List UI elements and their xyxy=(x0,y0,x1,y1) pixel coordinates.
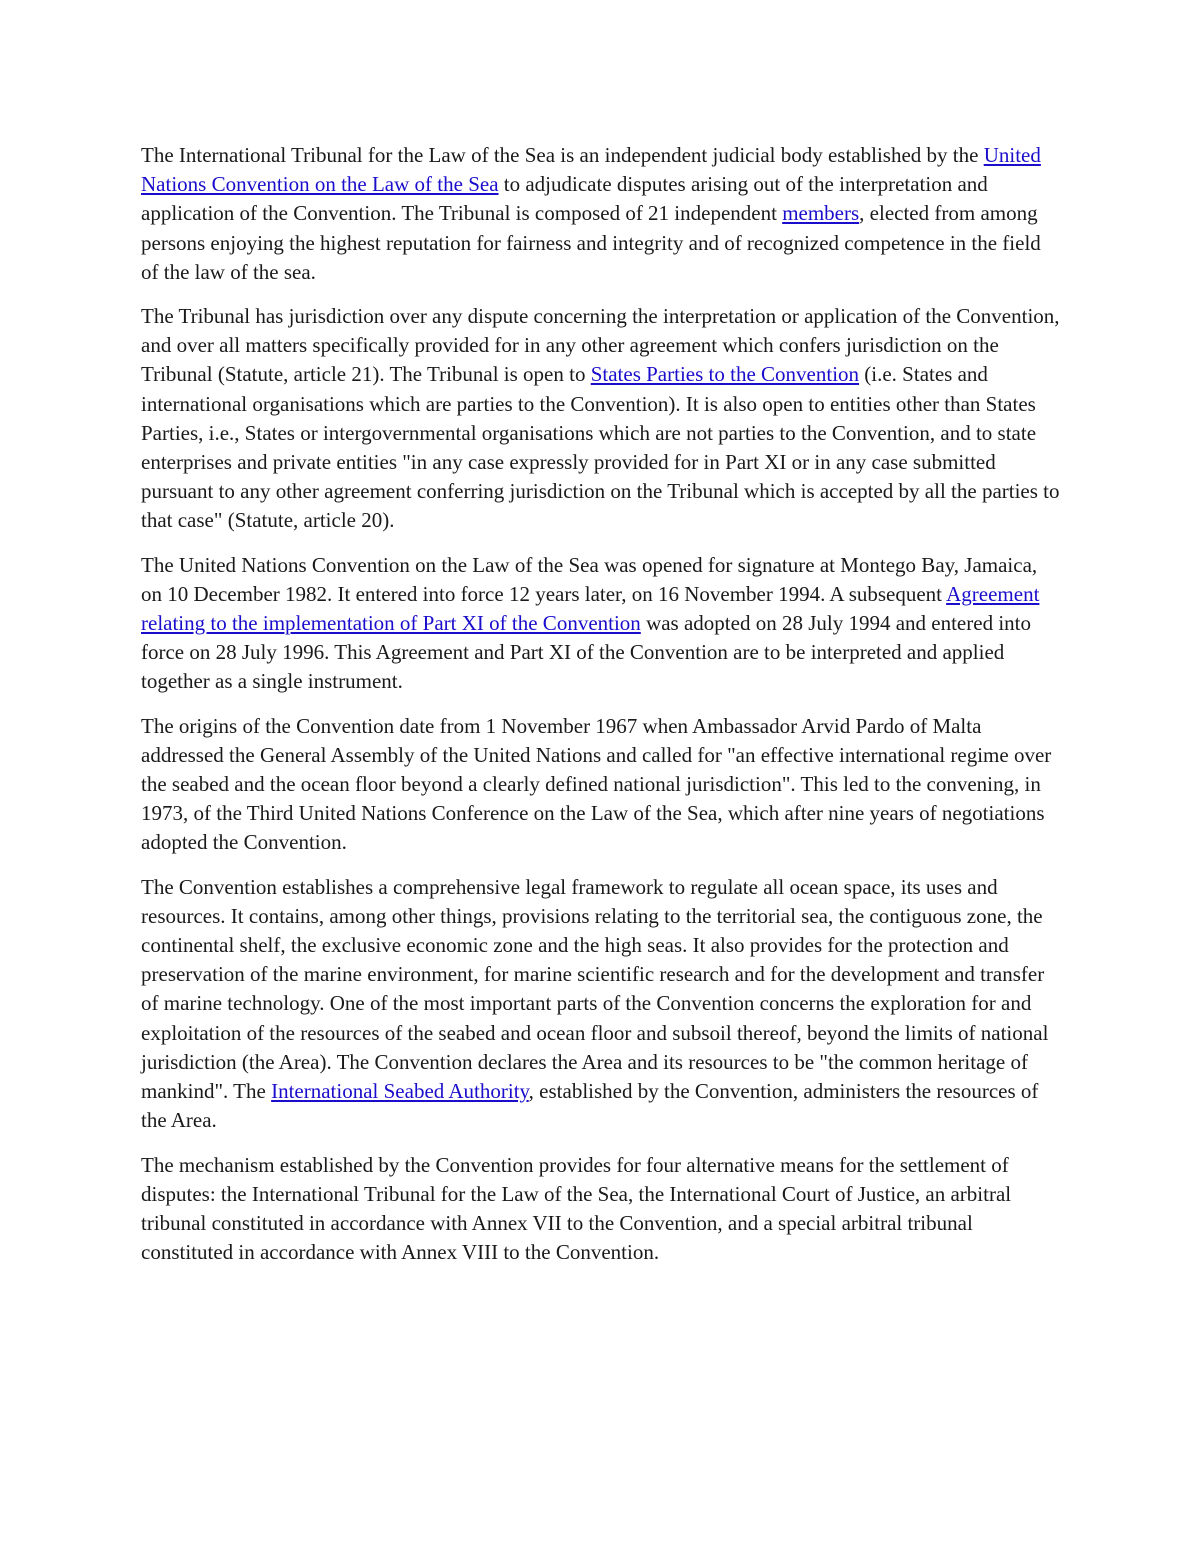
text-segment: was adopted on 28 July 1994 and entered into force on 28 July 1996. This Agreement and Part XI of the Convention are to be interpreted and applied together as a single instrument. xyxy=(141,611,1031,694)
text-segment: The United Nations Convention on the Law of the Sea was opened for signature at Montego Bay, Jamaica, on 10 December 1982. It entered into force 12 years later, on 16 November 1994. A subsequent xyxy=(141,552,1038,606)
text-segment: The Convention establishes a comprehensive legal framework to regulate all ocean space, its uses and resources. It contains, among other things, provisions relating to the territorial sea, the contiguous zone, the continental shelf, the exclusive economic zone and the high seas. It also provides for the protection and preservation of the marine environment, for marine scientific research and for the development and transfer of marine technology. One of the most important parts of the Convention concerns the exploration for and exploitation of the resources of the seabed and ocean floor and subsoil thereof, beyond the limits of national jurisdiction (the Area). The Convention declares the Area and its resources to be "the common heritage of mankind". The xyxy=(141,874,1049,1104)
paragraph-origins xyxy=(141,712,1061,858)
link-states-parties[interactable]: States Parties to the Convention xyxy=(590,362,860,387)
paragraph-convention-history xyxy=(141,551,1061,697)
text-segment: (i.e. States and international organisations which are parties to the Convention). It is also open to entities other than States Parties, i.e., States or intergovernmental organisations which are not parties to the Convention, and to state enterprises and private entities "in any case expressly provided for in Part XI or in any case submitted pursuant to any other agreement conferring jurisdiction on the Tribunal which is accepted by all the parties to that case" (Statute, article 20). xyxy=(141,362,1060,533)
paragraph-itlos-overview xyxy=(141,141,1061,287)
document-page xyxy=(141,141,1061,1282)
paragraph-legal-framework xyxy=(141,873,1061,1136)
paragraph-jurisdiction xyxy=(141,302,1061,536)
text-segment: to adjudicate disputes arising out of the interpretation and application of the Convention. The Tribunal is composed of 21 independent xyxy=(141,172,988,226)
text-segment: , elected from among persons enjoying the highest reputation for fairness and integrity and of recognized competence in the field of the law of the sea. xyxy=(141,201,1041,284)
text-segment: The mechanism established by the Convention provides for four alternative means for the settlement of disputes: the International Tribunal for the Law of the Sea, the International Court of Justice, an arbitral tribunal constituted in accordance with Annex VII to the Convention, and a special arbitral tribunal constituted in accordance with Annex VIII to the Convention. xyxy=(141,1152,1012,1265)
text-segment: , established by the Convention, administers the resources of the Area. xyxy=(141,1079,1039,1133)
text-segment: The origins of the Convention date from 1 November 1967 when Ambassador Arvid Pardo of Malta addressed the General Assembly of the United Nations and called for "an effective international regime over the seabed and the ocean floor beyond a clearly defined national jurisdiction". This led to the convening, in 1973, of the Third United Nations Conference on the Law of the Sea, which after nine years of negotiations adopted the Convention. xyxy=(141,713,1052,855)
link-part-xi-agreement[interactable]: Agreement relating to the implementation of Part XI of the Convention xyxy=(141,581,1040,636)
link-isa[interactable]: International Seabed Authority xyxy=(271,1079,529,1104)
link-unclos[interactable]: United Nations Convention on the Law of the Sea xyxy=(141,143,1041,197)
link-members[interactable]: members xyxy=(782,201,860,226)
paragraph-dispute-mechanism xyxy=(141,1151,1061,1268)
text-segment: The Tribunal has jurisdiction over any dispute concerning the interpretation or application of the Convention, and over all matters specifically provided for in any other agreement which confers jurisdiction on the Tribunal (Statute, article 21). The Tribunal is open to xyxy=(141,304,1060,387)
text-segment: The International Tribunal for the Law of the Sea is an independent judicial body established by the xyxy=(141,143,984,167)
